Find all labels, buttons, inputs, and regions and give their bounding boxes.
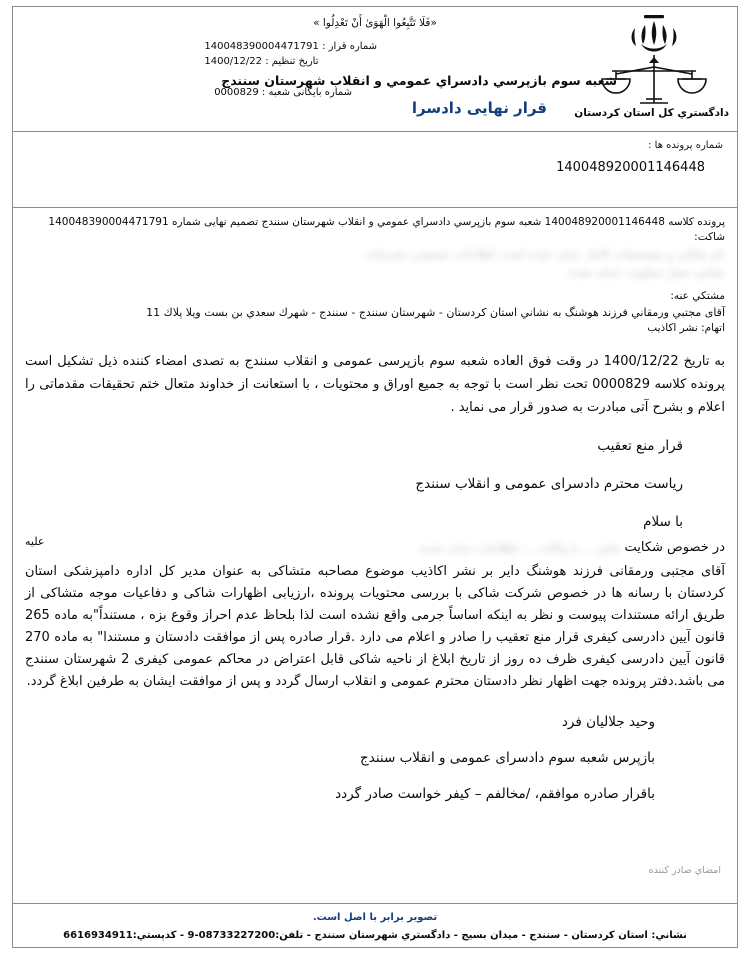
iran-emblem-scales-of-justice-icon — [594, 11, 714, 109]
complainant-redacted-line-1: نام شاکی و مشخصات کامل حذف شده است اطلاعات شخصی محرمانه — [367, 247, 725, 261]
accused-details: آقای مجتبي ورمقاني فرزند هوشنگ به نشاني استان كردستان - شهرستان سنندج - سنندج - شهرك سعدي بن بست ویلا پلاك 11 — [146, 306, 725, 319]
charge-label: اتهام: نشر اکاذیب — [647, 322, 725, 334]
order-title-heading: قرار منع تعقیب — [597, 438, 683, 454]
investigator-name: وحید جلالیان فرد — [561, 714, 655, 730]
archive-number-row — [214, 87, 352, 98]
file-number-band — [13, 132, 737, 208]
document-kind-title: قرار نهایی دادسرا — [411, 99, 547, 117]
addressee-heading: ریاست محترم دادسرای عمومی و انقلاب سنندج — [415, 476, 683, 492]
certification-text: تصویر برابر با اصل است. — [312, 912, 438, 923]
preamble-paragraph: به تاریخ 1400/12/22 در وقت فوق العاده شعبه سوم بازپرسی عمومی و انقلاب سنندج به تصدی امضاء کننده ذیل تشکیل است پرونده کلاسه 0000829 تحت نظر است با توجه به جمیع اوراق و محتویات ، با استعانت از خداوند متعال ختم تحقیقات مقدماتی را اعلام و بشرح آتی مبادرت به صدور قرار می نماید . — [25, 354, 725, 415]
against-label: علیه — [25, 535, 45, 548]
reasoning-intro-redacted: خانم ... با وکالت ... اطلاعات حذف شده — [419, 540, 621, 555]
branch-title: شعبه سوم بازپرسي دادسراي عمومي و انقلاب شهرستان سنندج — [221, 73, 617, 88]
document-footer — [13, 903, 737, 947]
order-meta-block — [204, 39, 377, 69]
investigator-role: بازپرس شعبه سوم دادسرای عمومی و انقلاب سنندج — [360, 750, 655, 766]
complainant-label: شاکت: — [694, 231, 725, 243]
emblem-caption: دادگستري كل استان كردستان — [574, 107, 729, 119]
judiciary-emblem — [574, 11, 729, 129]
order-number-row — [204, 39, 377, 54]
archive-number-value: 0000829 — [214, 87, 259, 98]
order-number-value: 140048390004471791 — [204, 41, 319, 52]
case-reference-line: پرونده کلاسه 140048920001146448 شعبه سوم بازپرسي دادسراي عمومي و انقلاب شهرستان سنندج تصمیم نهایی شماره 140048390004471791 — [48, 216, 725, 228]
footer-address: نشاني: استان كردستان - سنندج - ميدان بسيج - دادگستري شهرستان سنندج - تلفن:08733227200-9 - كدپستي:6616934911 — [63, 930, 687, 941]
document-body — [13, 208, 737, 882]
accused-label: مشتکي عنه: — [670, 290, 725, 302]
salutation-heading: با سلام — [643, 514, 683, 530]
order-date-row — [204, 54, 377, 69]
order-date-label: تاریخ تنظیم : — [265, 56, 319, 67]
signature-placeholder-note: امضاي صادر كننده — [648, 865, 721, 876]
reasoning-intro-line — [25, 536, 725, 559]
file-number-label: شماره پرونده ها : — [648, 140, 723, 151]
complainant-redacted-line-2: نشانی محل سکونت حذف شده — [568, 265, 725, 279]
reasoning-intro-text: در خصوص شکایت — [624, 540, 725, 555]
order-date-value: 1400/12/22 — [204, 56, 262, 67]
archive-number-label: شماره بایگانی شعبه : — [261, 87, 352, 98]
document-header — [13, 7, 737, 132]
file-number-value: 140048920001146448 — [556, 160, 705, 175]
quran-verse: «فَلَا تَتَّبِعُوا الْهَوَىٰ أَنْ تَعْدِلُوا » — [313, 17, 437, 29]
order-number-label: شماره قرار : — [322, 41, 377, 52]
reasoning-paragraph: آقای مجتبی ورمقانی فرزند هوشنگ دایر بر نشر اکاذیب موضوع مصاحبه متشاکی به عنوان مدیر کل اداره دامپزشکی استان کردستان با رسانه ها در خصوص شرکت شاکی با بررسی محتویات پرونده ،ارزیابی اظهارات شاکی و دفاعیات موجه متشاکی از طریق ارائه مستندات پیوست و نظر به اینکه اساساً جرمی واقع نشده است لذا بلحاظ عدم احراز وقوع بزه ، مستنداً"به ماده 265 قانون آیین دادرسی کیفری قرار منع تعقیب را صادر و اعلام می دارد .قرار صادره پس از موافقت دادستان و مستندا" به ماده 270 قانون آیین دادرسی کیفری ظرف ده روز از تاریخ ابلاغ از ناحیه شاکی قابل اعتراض در محاکم عمومی کیفری 2 شهرستان سنندج می باشد.دفتر پرونده جهت اظهار نظر دادستان محترم عمومی و انقلاب ارسال گردد و پس از موافقت ایشان به طرفین ابلاغ گردد. — [25, 564, 725, 689]
prosecutor-approval-note: باقرار صادره موافقم، /مخالفم – کیفر خواست صادر گردد — [335, 786, 655, 802]
